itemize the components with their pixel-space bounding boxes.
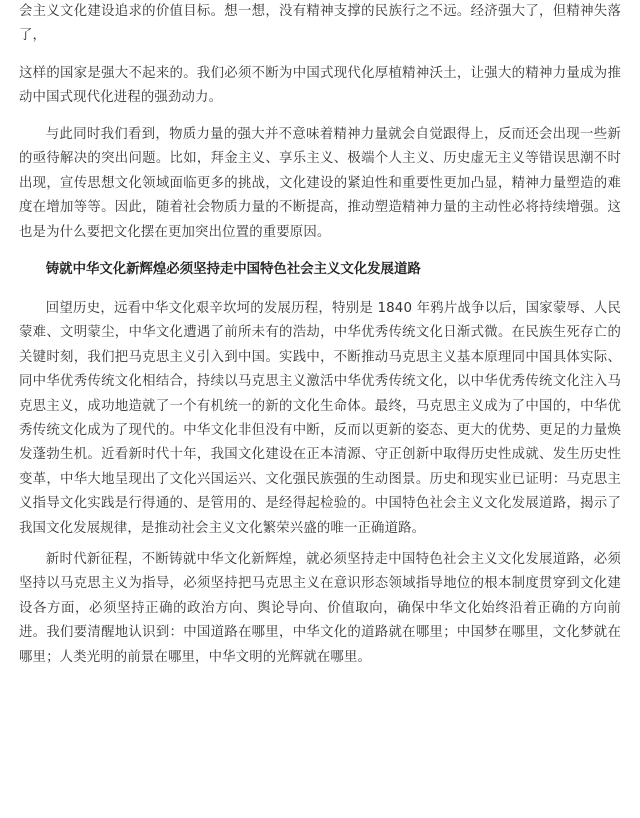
paragraph-national-strength: 这样的国家是强大不起来的。我们必须不断为中国式现代化厚植精神沃土，让强大的精神力量成为推动中国式现代化进程的强劲动力。 <box>19 66 621 106</box>
paragraph-continued: 会主义文化建设追求的价值目标。想一想，没有精神支撑的民族行之不远。经济强大了，但精神失落了， <box>19 4 621 44</box>
paragraph-history-review: 回望历史，远看中华文化艰辛坎坷的发展历程，特别是 1840 年鸦片战争以后，国家蒙辱、人民蒙难、文明蒙尘，中华文化遭遇了前所未有的浩劫，中华优秀传统文化日渐式微。在民族生死存亡的关键时刻，我们把马克思主义引入到中国。实践中，不断推动马克思主义基本原理同中国具体实际、同中华优秀传统文化相结合，持续以马克思主义激活中华优秀传统文化，以中华优秀传统文化注入马克思主义，成功地造就了一个有机统一的新的文化生命体。最终，马克思主义成为了中国的，中华优秀传统文化成为了现代的。中华文化非但没有中断，反而以更新的姿态、更大的优势、更足的力量焕发蓬勃生机。近看新时代十年，我国文化建设在正本清源、守正创新中取得历史性成就、发生历史性变革，中华大地呈现出了文化兴国运兴、文化强民族强的生动图景。历史和现实业已证明：马克思主义指导文化实践是行得通的、是管用的、是经得起检验的。中国特色社会主义文化发展道路，揭示了我国文化发展规律，是推动社会主义文化繁荣兴盛的唯一正确道路。 <box>19 301 621 536</box>
paragraph-material-spiritual: 与此同时我们看到，物质力量的强大并不意味着精神力量就会自觉跟得上，反而还会出现一些新的亟待解决的突出问题。比如，拜金主义、享乐主义、极端个人主义、历史虚无主义等错误思潮不时出现，宣传思想文化领域面临更多的挑战，文化建设的紧迫性和重要性更加凸显，精神力量塑造的难度在增加等等。因此，随着社会物质力量的不断提高，推动塑造精神力量的主动性必将持续增强。这也是为什么要把文化摆在更加突出位置的重要原因。 <box>19 127 621 240</box>
section-heading: 铸就中华文化新辉煌必须坚持走中国特色社会主义文化发展道路 <box>45 262 421 277</box>
paragraph-new-era: 新时代新征程，不断铸就中华文化新辉煌，就必须坚持走中国特色社会主义文化发展道路，必须坚持以马克思主义为指导，必须坚持把马克思主义在意识形态领域指导地位的根本制度贯穿到文化建设各方面，必须坚持正确的政治方向、舆论导向、价值取向，确保中华文化始终沿着正确的方向前进。我们要清醒地认识到：中国道路在哪里，中华文化的道路就在哪里；中国梦在哪里，文化梦就在哪里；人类光明的前景在哪里，中华文明的光辉就在哪里。 <box>19 552 621 665</box>
